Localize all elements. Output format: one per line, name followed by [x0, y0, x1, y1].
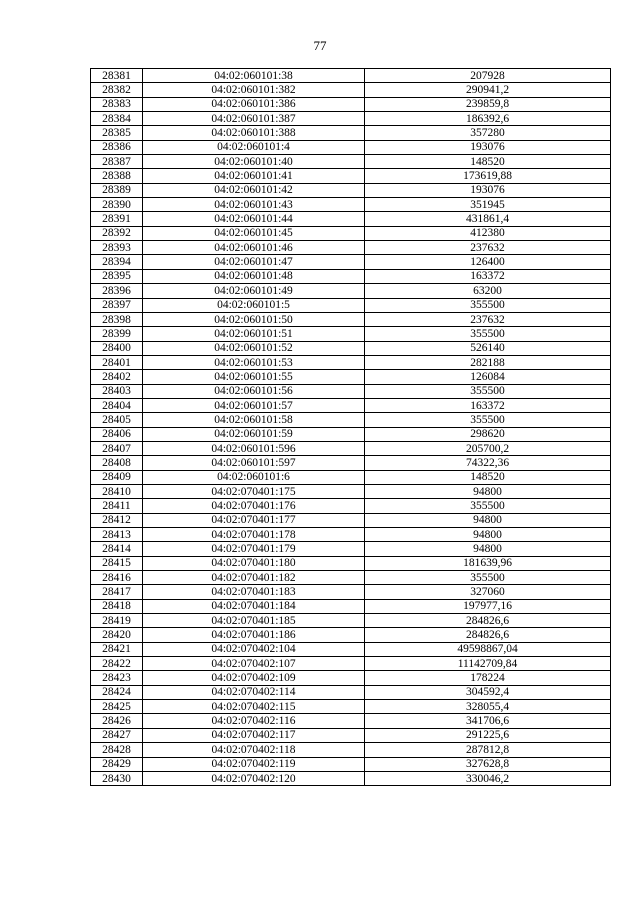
row-number-cell: 28413: [91, 528, 143, 542]
cadastral-number-cell: 04:02:070402:120: [143, 771, 365, 785]
cadastral-number-cell: 04:02:060101:41: [143, 169, 365, 183]
cadastral-number-cell: 04:02:070402:114: [143, 685, 365, 699]
cadastral-number-cell: 04:02:070402:119: [143, 757, 365, 771]
table-row: [91, 284, 611, 298]
cadastral-number-cell: 04:02:060101:45: [143, 226, 365, 240]
row-number-cell: 28418: [91, 599, 143, 613]
table-row: [91, 470, 611, 484]
table-row: [91, 657, 611, 671]
row-number-cell: 28397: [91, 298, 143, 312]
table-row: [91, 398, 611, 412]
value-cell: 163372: [365, 398, 611, 412]
value-cell: 49598867,04: [365, 642, 611, 656]
value-cell: 178224: [365, 671, 611, 685]
row-number-cell: 28383: [91, 97, 143, 111]
value-cell: 237632: [365, 241, 611, 255]
cadastral-number-cell: 04:02:060101:43: [143, 198, 365, 212]
value-cell: 304592,4: [365, 685, 611, 699]
cadastral-number-cell: 04:02:060101:52: [143, 341, 365, 355]
value-cell: 290941,2: [365, 83, 611, 97]
row-number-cell: 28395: [91, 269, 143, 283]
row-number-cell: 28384: [91, 112, 143, 126]
row-number-cell: 28388: [91, 169, 143, 183]
value-cell: 287812,8: [365, 743, 611, 757]
table-row: [91, 599, 611, 613]
row-number-cell: 28428: [91, 743, 143, 757]
value-cell: 148520: [365, 155, 611, 169]
table-row: [91, 771, 611, 785]
cadastral-number-cell: 04:02:060101:387: [143, 112, 365, 126]
cadastral-number-cell: 04:02:060101:388: [143, 126, 365, 140]
cadastral-number-cell: 04:02:060101:42: [143, 183, 365, 197]
cadastral-number-cell: 04:02:070401:184: [143, 599, 365, 613]
cadastral-number-cell: 04:02:060101:44: [143, 212, 365, 226]
cadastral-number-cell: 04:02:070402:116: [143, 714, 365, 728]
row-number-cell: 28421: [91, 642, 143, 656]
table-row: [91, 327, 611, 341]
value-cell: 126084: [365, 370, 611, 384]
row-number-cell: 28390: [91, 198, 143, 212]
value-cell: 94800: [365, 528, 611, 542]
value-cell: 94800: [365, 484, 611, 498]
table-row: [91, 140, 611, 154]
table-row: [91, 183, 611, 197]
cadastral-number-cell: 04:02:060101:382: [143, 83, 365, 97]
row-number-cell: 28385: [91, 126, 143, 140]
cadastral-table: [90, 68, 611, 786]
value-cell: 355500: [365, 298, 611, 312]
row-number-cell: 28419: [91, 614, 143, 628]
value-cell: 282188: [365, 355, 611, 369]
value-cell: 237632: [365, 312, 611, 326]
value-cell: 126400: [365, 255, 611, 269]
cadastral-number-cell: 04:02:060101:47: [143, 255, 365, 269]
row-number-cell: 28416: [91, 571, 143, 585]
table-row: [91, 556, 611, 570]
cadastral-number-cell: 04:02:060101:48: [143, 269, 365, 283]
table-row: [91, 312, 611, 326]
table-row: [91, 571, 611, 585]
row-number-cell: 28399: [91, 327, 143, 341]
table-row: [91, 298, 611, 312]
row-number-cell: 28430: [91, 771, 143, 785]
value-cell: 355500: [365, 384, 611, 398]
cadastral-number-cell: 04:02:070401:186: [143, 628, 365, 642]
cadastral-number-cell: 04:02:060101:4: [143, 140, 365, 154]
cadastral-number-cell: 04:02:070402:117: [143, 728, 365, 742]
row-number-cell: 28386: [91, 140, 143, 154]
cadastral-number-cell: 04:02:070401:179: [143, 542, 365, 556]
value-cell: 328055,4: [365, 700, 611, 714]
table-row: [91, 499, 611, 513]
row-number-cell: 28424: [91, 685, 143, 699]
row-number-cell: 28382: [91, 83, 143, 97]
cadastral-number-cell: 04:02:070401:175: [143, 484, 365, 498]
table-row: [91, 97, 611, 111]
row-number-cell: 28420: [91, 628, 143, 642]
value-cell: 148520: [365, 470, 611, 484]
row-number-cell: 28423: [91, 671, 143, 685]
row-number-cell: 28398: [91, 312, 143, 326]
cadastral-number-cell: 04:02:060101:55: [143, 370, 365, 384]
value-cell: 163372: [365, 269, 611, 283]
row-number-cell: 28396: [91, 284, 143, 298]
value-cell: 431861,4: [365, 212, 611, 226]
cadastral-number-cell: 04:02:060101:50: [143, 312, 365, 326]
row-number-cell: 28393: [91, 241, 143, 255]
value-cell: 181639,96: [365, 556, 611, 570]
value-cell: 357280: [365, 126, 611, 140]
value-cell: 351945: [365, 198, 611, 212]
value-cell: 74322,36: [365, 456, 611, 470]
row-number-cell: 28409: [91, 470, 143, 484]
cadastral-number-cell: 04:02:060101:38: [143, 69, 365, 83]
cadastral-number-cell: 04:02:070401:185: [143, 614, 365, 628]
row-number-cell: 28403: [91, 384, 143, 398]
value-cell: 186392,6: [365, 112, 611, 126]
value-cell: 207928: [365, 69, 611, 83]
row-number-cell: 28389: [91, 183, 143, 197]
value-cell: 298620: [365, 427, 611, 441]
value-cell: 94800: [365, 542, 611, 556]
cadastral-number-cell: 04:02:060101:57: [143, 398, 365, 412]
value-cell: 526140: [365, 341, 611, 355]
table-row: [91, 384, 611, 398]
value-cell: 197977,16: [365, 599, 611, 613]
table-row: [91, 212, 611, 226]
value-cell: 327628,8: [365, 757, 611, 771]
cadastral-number-cell: 04:02:060101:58: [143, 413, 365, 427]
table-row: [91, 685, 611, 699]
cadastral-number-cell: 04:02:070401:178: [143, 528, 365, 542]
row-number-cell: 28401: [91, 355, 143, 369]
page-number: 77: [313, 38, 327, 53]
table-row: [91, 642, 611, 656]
table-row: [91, 671, 611, 685]
table-row: [91, 169, 611, 183]
cadastral-number-cell: 04:02:060101:53: [143, 355, 365, 369]
table-row: [91, 355, 611, 369]
table-row: [91, 585, 611, 599]
table-row: [91, 155, 611, 169]
row-number-cell: 28387: [91, 155, 143, 169]
cadastral-number-cell: 04:02:060101:59: [143, 427, 365, 441]
table-row: [91, 513, 611, 527]
cadastral-number-cell: 04:02:060101:46: [143, 241, 365, 255]
value-cell: 94800: [365, 513, 611, 527]
value-cell: 412380: [365, 226, 611, 240]
cadastral-number-cell: 04:02:060101:5: [143, 298, 365, 312]
cadastral-number-cell: 04:02:070401:176: [143, 499, 365, 513]
row-number-cell: 28391: [91, 212, 143, 226]
value-cell: 330046,2: [365, 771, 611, 785]
table-row: [91, 198, 611, 212]
cadastral-number-cell: 04:02:060101:597: [143, 456, 365, 470]
value-cell: 355500: [365, 499, 611, 513]
value-cell: 205700,2: [365, 441, 611, 455]
value-cell: 355500: [365, 571, 611, 585]
value-cell: 193076: [365, 183, 611, 197]
row-number-cell: 28412: [91, 513, 143, 527]
value-cell: 193076: [365, 140, 611, 154]
table-row: [91, 126, 611, 140]
table-row: [91, 370, 611, 384]
table-row: [91, 728, 611, 742]
cadastral-number-cell: 04:02:060101:49: [143, 284, 365, 298]
row-number-cell: 28408: [91, 456, 143, 470]
row-number-cell: 28410: [91, 484, 143, 498]
cadastral-number-cell: 04:02:070401:180: [143, 556, 365, 570]
table-row: [91, 700, 611, 714]
value-cell: 11142709,84: [365, 657, 611, 671]
value-cell: 355500: [365, 413, 611, 427]
row-number-cell: 28405: [91, 413, 143, 427]
table-row: [91, 226, 611, 240]
value-cell: 327060: [365, 585, 611, 599]
row-number-cell: 28427: [91, 728, 143, 742]
row-number-cell: 28411: [91, 499, 143, 513]
table-row: [91, 241, 611, 255]
table-row: [91, 255, 611, 269]
table-row: [91, 757, 611, 771]
table-row: [91, 628, 611, 642]
table-row: [91, 413, 611, 427]
table-row: [91, 714, 611, 728]
table-row: [91, 427, 611, 441]
row-number-cell: 28425: [91, 700, 143, 714]
row-number-cell: 28381: [91, 69, 143, 83]
value-cell: 355500: [365, 327, 611, 341]
cadastral-number-cell: 04:02:070401:182: [143, 571, 365, 585]
row-number-cell: 28417: [91, 585, 143, 599]
table-row: [91, 528, 611, 542]
table-row: [91, 112, 611, 126]
table-row: [91, 743, 611, 757]
table-row: [91, 614, 611, 628]
value-cell: 341706,6: [365, 714, 611, 728]
cadastral-number-cell: 04:02:070402:118: [143, 743, 365, 757]
row-number-cell: 28400: [91, 341, 143, 355]
row-number-cell: 28407: [91, 441, 143, 455]
cadastral-number-cell: 04:02:070402:104: [143, 642, 365, 656]
row-number-cell: 28422: [91, 657, 143, 671]
value-cell: 173619,88: [365, 169, 611, 183]
table-row: [91, 542, 611, 556]
row-number-cell: 28404: [91, 398, 143, 412]
row-number-cell: 28426: [91, 714, 143, 728]
cadastral-number-cell: 04:02:060101:6: [143, 470, 365, 484]
row-number-cell: 28394: [91, 255, 143, 269]
table-row: [91, 83, 611, 97]
table-row: [91, 441, 611, 455]
value-cell: 63200: [365, 284, 611, 298]
row-number-cell: 28414: [91, 542, 143, 556]
cadastral-number-cell: 04:02:070402:107: [143, 657, 365, 671]
value-cell: 291225,6: [365, 728, 611, 742]
row-number-cell: 28392: [91, 226, 143, 240]
cadastral-number-cell: 04:02:070402:115: [143, 700, 365, 714]
cadastral-number-cell: 04:02:070402:109: [143, 671, 365, 685]
cadastral-number-cell: 04:02:060101:40: [143, 155, 365, 169]
cadastral-number-cell: 04:02:060101:51: [143, 327, 365, 341]
cadastral-number-cell: 04:02:060101:56: [143, 384, 365, 398]
table-row: [91, 484, 611, 498]
row-number-cell: 28429: [91, 757, 143, 771]
value-cell: 284826,6: [365, 628, 611, 642]
row-number-cell: 28415: [91, 556, 143, 570]
table-row: [91, 341, 611, 355]
table-row: [91, 456, 611, 470]
cadastral-number-cell: 04:02:060101:596: [143, 441, 365, 455]
table-row: [91, 69, 611, 83]
value-cell: 284826,6: [365, 614, 611, 628]
row-number-cell: 28402: [91, 370, 143, 384]
table-row: [91, 269, 611, 283]
cadastral-number-cell: 04:02:070401:177: [143, 513, 365, 527]
cadastral-number-cell: 04:02:070401:183: [143, 585, 365, 599]
table-body: [91, 69, 611, 786]
value-cell: 239859,8: [365, 97, 611, 111]
row-number-cell: 28406: [91, 427, 143, 441]
cadastral-number-cell: 04:02:060101:386: [143, 97, 365, 111]
